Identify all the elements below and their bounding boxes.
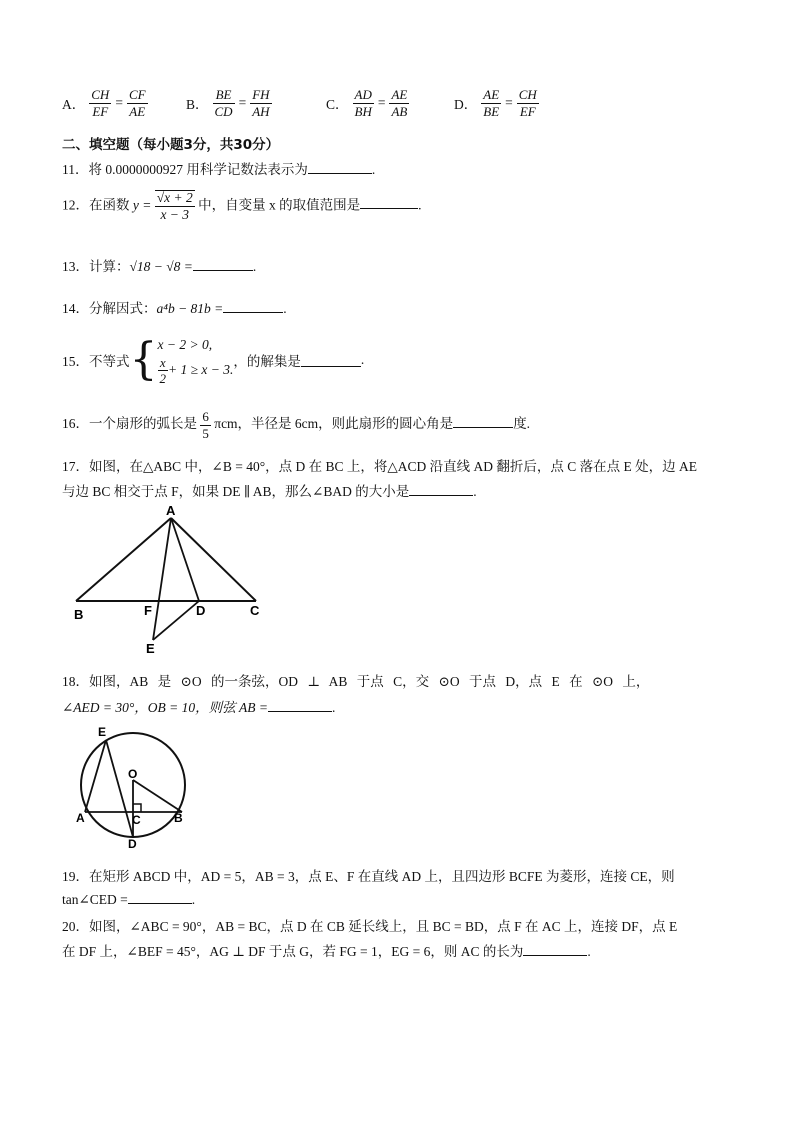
label-B: B [174,811,183,825]
question-13 [62,255,256,275]
question-text: 在 DF 上，∠BEF = 45°，AG ⊥ DF 于点 G，若 FG = 1，EG = 6，则 AC 的长为 [62,944,524,959]
answer-blank[interactable] [128,890,192,904]
answer-blank[interactable] [268,698,332,712]
period: . [587,944,591,959]
question-text: 与边 BC 相交于点 F，如果 DE ∥ AB，那么∠BAD 的大小是 [62,484,410,499]
question-20-line-2 [62,940,591,960]
segment-AB [76,518,171,601]
equals-sign: = [115,95,123,111]
equals-sign: = [505,95,513,111]
segment-DE [153,601,199,640]
equals-sign: = [377,95,386,111]
option-label: C． [326,97,349,113]
options-row [62,88,582,130]
question-prefix: 15．不等式 [62,353,130,369]
right-angle-mark [133,804,141,812]
fraction: $\frac{CH}{EF}$ [518,87,537,119]
fraction: $\frac{√x + 2}{x - 3}$ [156,190,193,223]
answer-blank[interactable] [409,482,473,496]
fraction: $\frac{x}{2}$ [159,354,166,387]
question-mid: πcm，半径是 6cm，则此扇形的圆心角是 [214,416,454,432]
question-17-line-1: 17．如图，在△ABC 中，∠B = 40°，点 D 在 BC 上，将△ACD 沿直线 AD 翻折后，点 C 落在点 E 处，边 AE [62,459,697,474]
expression: √18 − √8 = [129,259,193,274]
period: . [252,259,257,274]
fraction: $\frac{AE}{AB}$ [391,87,408,119]
question-11 [62,158,375,178]
question-suffix: 中，自变量 x 的取值范围是 [198,197,361,213]
question-prefix: 12．在函数 [62,197,130,213]
option-a[interactable] [62,88,148,118]
period: . [371,162,376,177]
question-text: 11．将 0.0000000927 用科学记数法表示为 [62,162,308,177]
fraction: $\frac{BE}{CD}$ [214,87,233,119]
label-A: A [166,503,176,518]
section-heading: 二、填空题（每小题3分，共30分） [62,137,280,153]
question-16 [62,410,530,440]
question-19-line-1: 19．在矩形 ABCD 中，AD = 5，AB = 3，点 E、F 在直线 AD 上，且四边形 BCFE 为菱形，连接 CE，则 [62,869,675,884]
function-y: y = [132,197,152,213]
question-prefix: 14．分解因式： [62,301,157,316]
question-prefix: 16．一个扇形的弧长是 [62,416,197,432]
question-20-line-1: 20．如图，∠ABC = 90°，AB = BC，点 D 在 CB 延长线上，且 BC = BD，点 F 在 AC 上，连接 DF，点 E [62,919,678,934]
label-C: C [250,603,260,618]
question-text: tan∠CED = [62,892,128,907]
period: . [283,301,287,316]
label-F: F [144,603,152,618]
label-E: E [98,725,107,739]
label-B: B [74,607,84,622]
answer-blank[interactable] [523,942,587,956]
fraction: $\frac{6}{5}$ [202,409,209,441]
option-label: A． [62,97,86,113]
question-18-line-2 [62,696,335,716]
fraction: $\frac{FH}{AH}$ [252,87,270,119]
inequality-1: x − 2 > 0, [157,337,213,352]
option-label: D． [454,97,478,113]
label-D: D [196,603,206,618]
question-17-line-2 [62,480,477,500]
option-c[interactable] [326,88,409,118]
question-18-line-1: 18．如图，AB 是 ⊙O 的一条弦，OD ⊥ AB 于点 C，交 ⊙O 于点 D，点 E 在 ⊙O 上， [62,674,650,689]
option-d[interactable] [454,88,539,118]
question-prefix: 13．计算： [62,259,130,274]
question-15 [62,334,364,386]
fraction: $\frac{CF}{AE}$ [128,87,146,119]
question-12 [62,190,422,222]
inequality-system [158,334,234,386]
question-text: ∠AED = 30°，OB = 10，则弦 AB = [62,700,269,715]
period: . [360,351,365,367]
option-label: B． [186,97,209,113]
period: . [191,892,196,907]
answer-blank[interactable] [301,353,361,367]
question-19-line-2 [62,890,195,908]
label-O: O [128,767,138,781]
figure-18 [70,722,200,852]
segment-ED [106,740,133,837]
period: . [332,700,336,715]
answer-blank[interactable] [223,299,283,313]
label-E: E [146,641,155,655]
question-14 [62,297,287,317]
answer-blank[interactable] [453,414,513,428]
segment-AC [171,518,256,601]
answer-blank[interactable] [193,257,253,271]
segment-AE [153,518,171,640]
period: . [418,197,422,213]
label-C: C [132,813,141,827]
brace-symbol: { [129,333,158,385]
inequality-2 [158,356,234,386]
inequality-rest: + 1 ≥ x − 3. [168,361,234,377]
unit-degree: 度. [513,416,531,432]
label-A: A [76,811,85,825]
equals-sign: = [238,95,247,111]
fraction: $\frac{AD}{BH}$ [354,87,372,119]
expression: a⁴b − 81b = [156,301,224,316]
answer-blank[interactable] [360,195,418,209]
fraction: $\frac{AE}{BE}$ [483,87,500,119]
question-suffix: ，的解集是 [233,353,301,369]
label-D: D [128,837,137,851]
option-b[interactable] [186,88,272,118]
period: . [473,484,477,499]
segment-EA [85,740,106,812]
fraction: $\frac{CH}{EF}$ [91,87,110,119]
answer-blank[interactable] [308,160,372,174]
figure-17 [66,503,276,655]
